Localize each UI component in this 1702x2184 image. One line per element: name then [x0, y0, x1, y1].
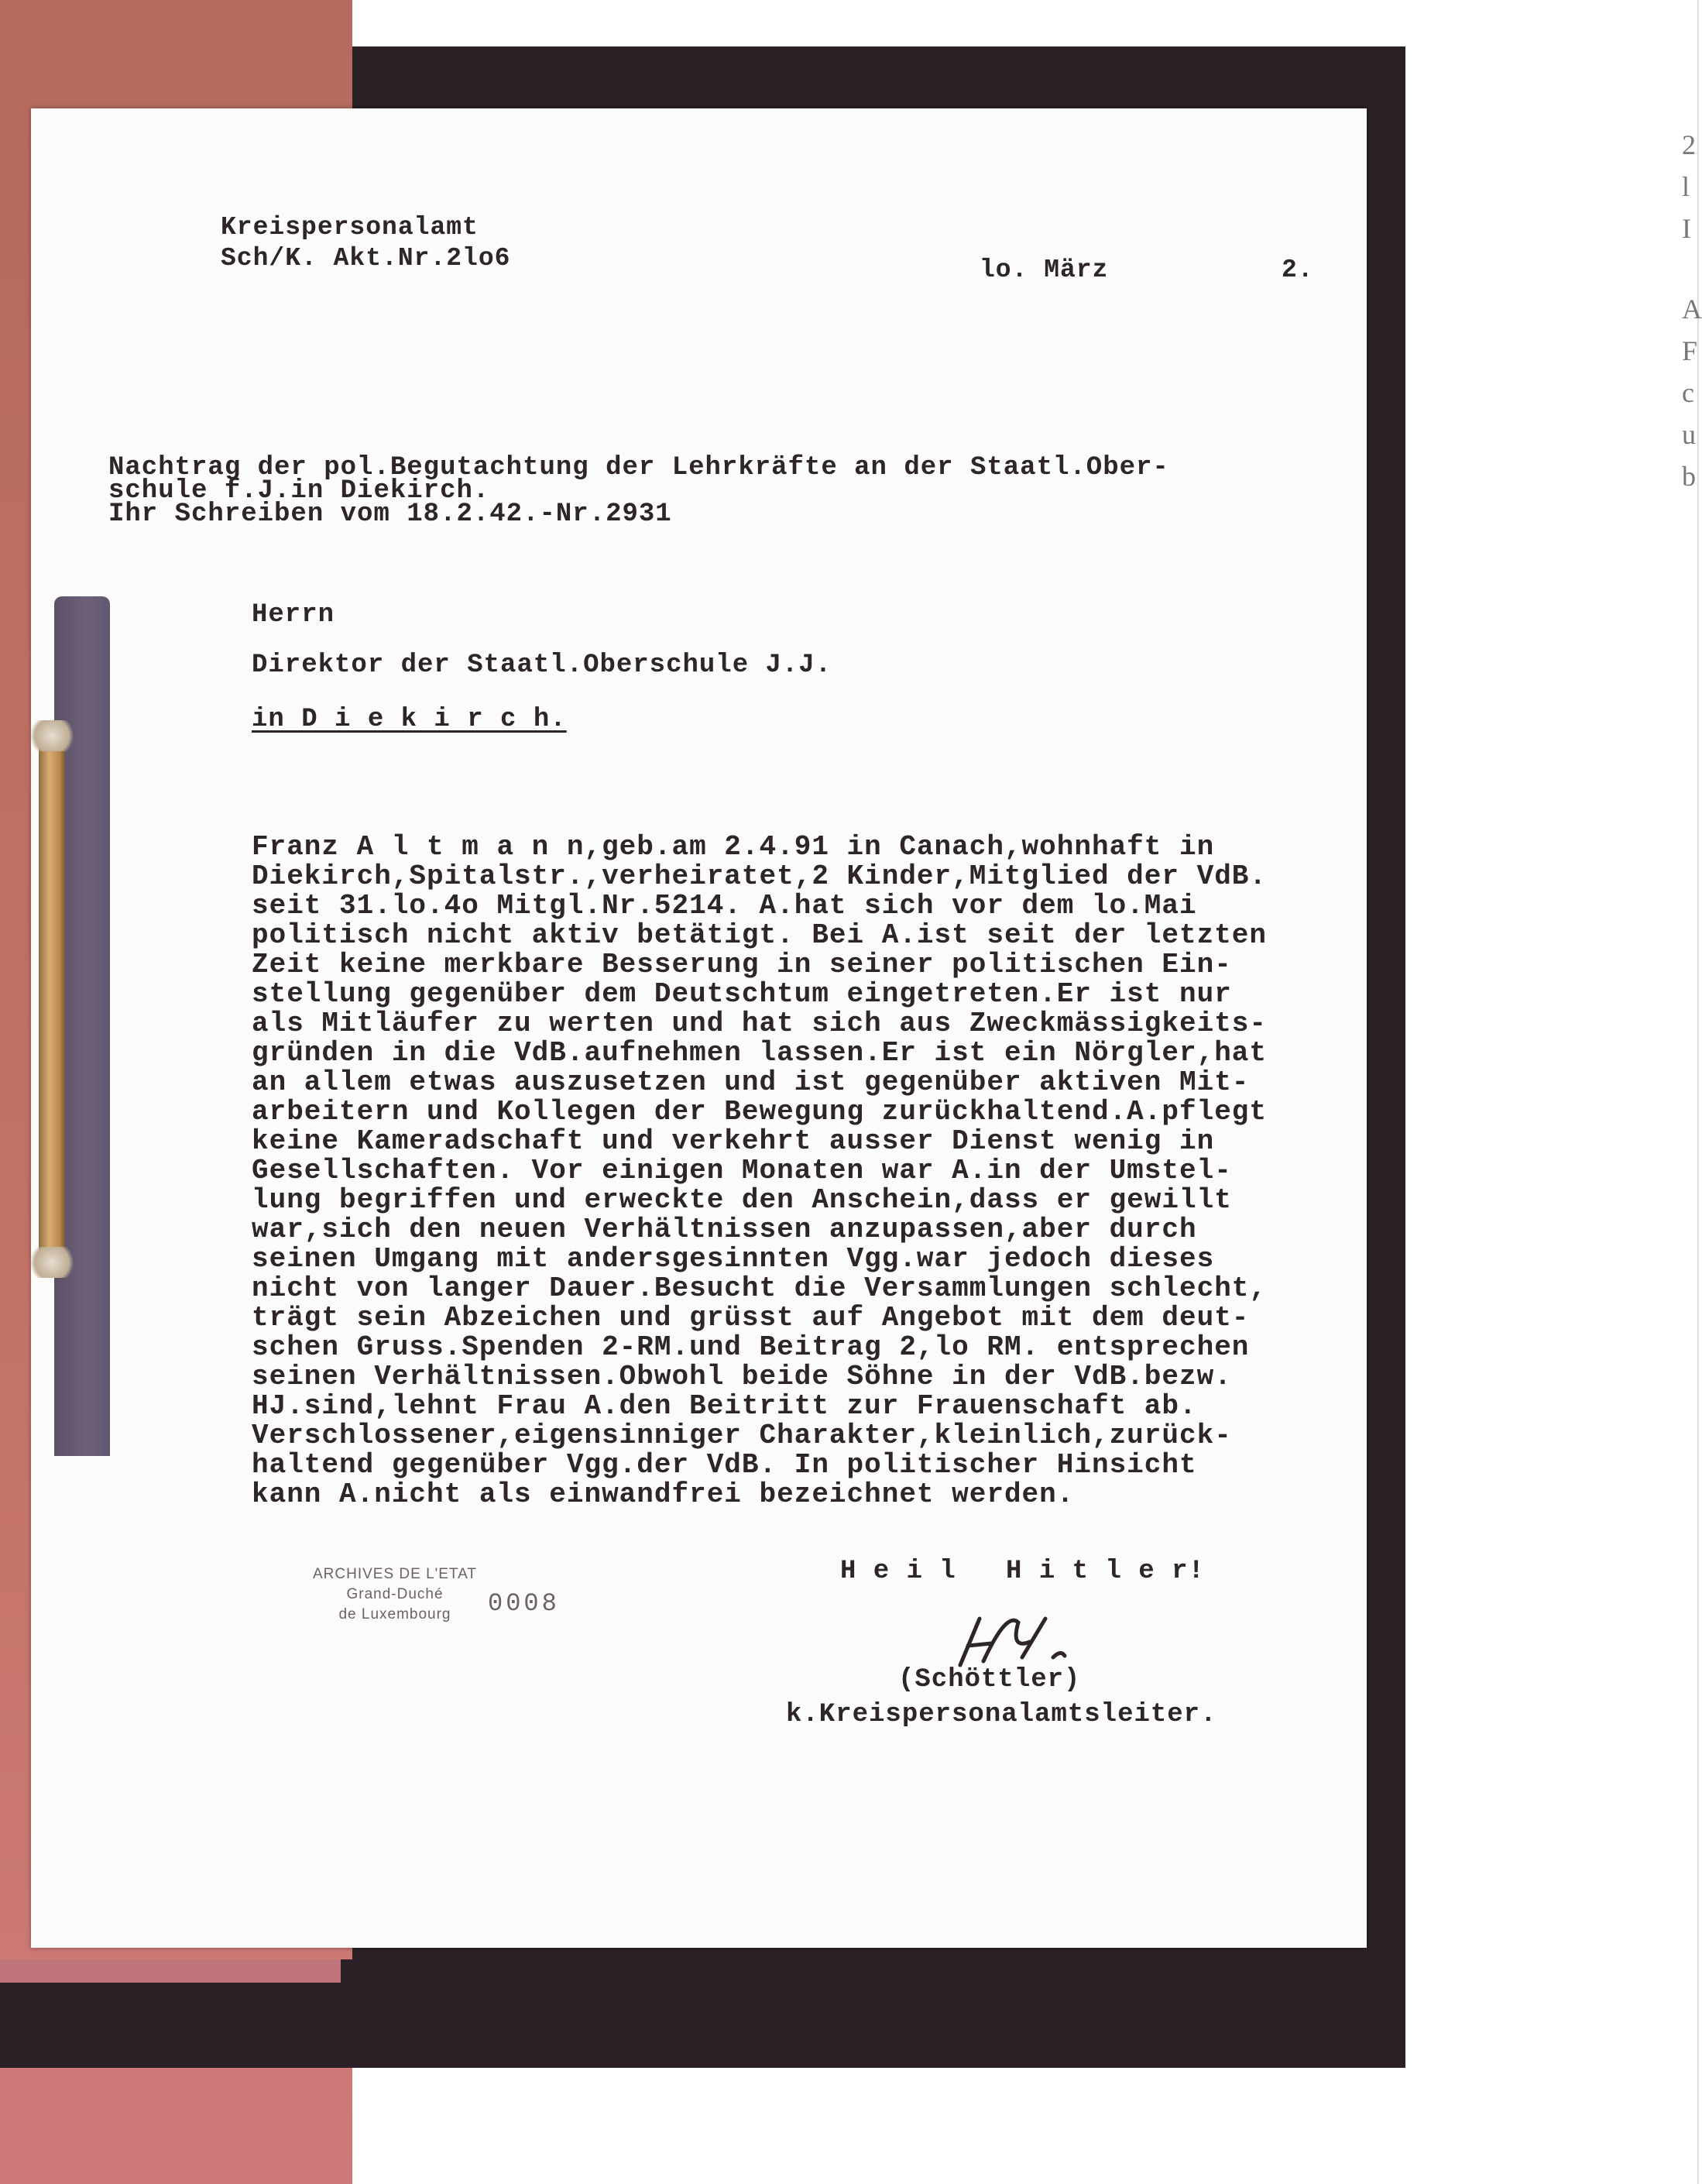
document-page	[31, 108, 1367, 1948]
letter	[31, 108, 1367, 1948]
archive-stamp-line: de Luxembourg	[338, 1606, 451, 1623]
body-line: Zeit keine merkbare Besserung in seiner politischen Ein-	[252, 949, 1232, 980]
archive-stamp-number: 0008	[488, 1589, 560, 1618]
body-line: Franz A l t m a n n,geb.am 2.4.91 in Canach,wohnhaft in	[252, 831, 1215, 863]
body-line: arbeitern und Kollegen der Bewegung zurückhaltend.A.pflegt	[252, 1096, 1268, 1128]
body-line: kann A.nicht als einwandfrei bezeichnet werden.	[252, 1478, 1075, 1510]
binder-hole-icon	[25, 1247, 79, 1278]
body-line: seinen Umgang mit andersgesinnten Vgg.war jedoch dieses	[252, 1243, 1215, 1275]
body-line: als Mitläufer zu werten und hat sich aus Zweckmässigkeits-	[252, 1008, 1268, 1039]
body-line: stellung gegenüber dem Deutschtum eingetreten.Er ist nur	[252, 978, 1232, 1010]
archive-stamp-line: Grand-Duché	[346, 1586, 444, 1602]
body-line: HJ.sind,lehnt Frau A.den Beitritt zur Frauenschaft ab.	[252, 1390, 1197, 1422]
archive-stamp-line: ARCHIVES DE L'ETAT	[312, 1566, 478, 1582]
body-line: an allem etwas auszusetzen und ist gegenüber aktiven Mit-	[252, 1066, 1250, 1098]
binder-metal-strip	[39, 736, 65, 1262]
signatory-name: (Schöttler)	[898, 1665, 1081, 1695]
binder-hole-icon	[25, 720, 79, 751]
body-line: haltend gegenüber Vgg.der VdB. In politischer Hinsicht	[252, 1449, 1197, 1481]
body-line: Diekirch,Spitalstr.,verheiratet,2 Kinder,Mitglied der VdB.	[252, 860, 1268, 892]
recipient-name: Direktor der Staatl.Oberschule J.J.	[252, 651, 832, 680]
signatory-title: k.Kreispersonalamtsleiter.	[786, 1700, 1217, 1729]
body-line: Verschlossener,eigensinniger Charakter,kleinlich,zurück-	[252, 1420, 1232, 1451]
body-line: war,sich den neuen Verhältnissen anzupassen,aber durch	[252, 1214, 1197, 1245]
recipient-salutation: Herrn	[252, 600, 335, 630]
body-line: politisch nicht aktiv betätigt. Bei A.ist seit der letzten	[252, 919, 1268, 951]
subject-line: Nachtrag der pol.Begutachtung der Lehrkräfte an der Staatl.Ober-	[108, 453, 1169, 482]
page-number: 2.	[1282, 256, 1314, 284]
body-line: nicht von langer Dauer.Besucht die Versammlungen schlecht,	[252, 1272, 1268, 1304]
binder-clip	[23, 596, 108, 1456]
body-line: trägt sein Abzeichen und grüsst auf Angebot mit dem deut-	[252, 1302, 1250, 1334]
closing-salutation: H e i l H i t l e r!	[840, 1557, 1205, 1586]
body-line: Gesellschaften. Vor einigen Monaten war A.in der Umstel-	[252, 1155, 1232, 1186]
body-line: seinen Verhältnissen.Obwohl beide Söhne in der VdB.bezw.	[252, 1361, 1232, 1392]
subject-line: Ihr Schreiben vom 18.2.42.-Nr.2931	[108, 500, 672, 529]
office-name: Kreispersonalamt	[221, 213, 479, 242]
archive-stamp	[279, 1564, 511, 1625]
letter-date: lo. März	[980, 256, 1109, 284]
background-rose-bottom	[0, 1959, 341, 1983]
body-line: lung begriffen und erweckte den Anschein,dass er gewillt	[252, 1184, 1232, 1216]
body-line: seit 31.lo.4o Mitgl.Nr.5214. A.hat sich vor dem lo.Mai	[252, 890, 1197, 922]
body-line: schen Gruss.Spenden 2-RM.und Beitrag 2,lo RM. entsprechen	[252, 1331, 1250, 1363]
body-line: gründen in die VdB.aufnehmen lassen.Er ist ein Nörgler,hat	[252, 1037, 1268, 1069]
adjacent-page-fragment: 2 l I A F c u b	[1682, 129, 1702, 492]
body-line: keine Kameradschaft und verkehrt ausser Dienst wenig in	[252, 1125, 1215, 1157]
subject-line: schule f.J.in Diekirch.	[108, 476, 490, 506]
file-reference: Sch/K. Akt.Nr.2lo6	[221, 244, 511, 273]
recipient-location: in D i e k i r c h.	[252, 705, 567, 734]
